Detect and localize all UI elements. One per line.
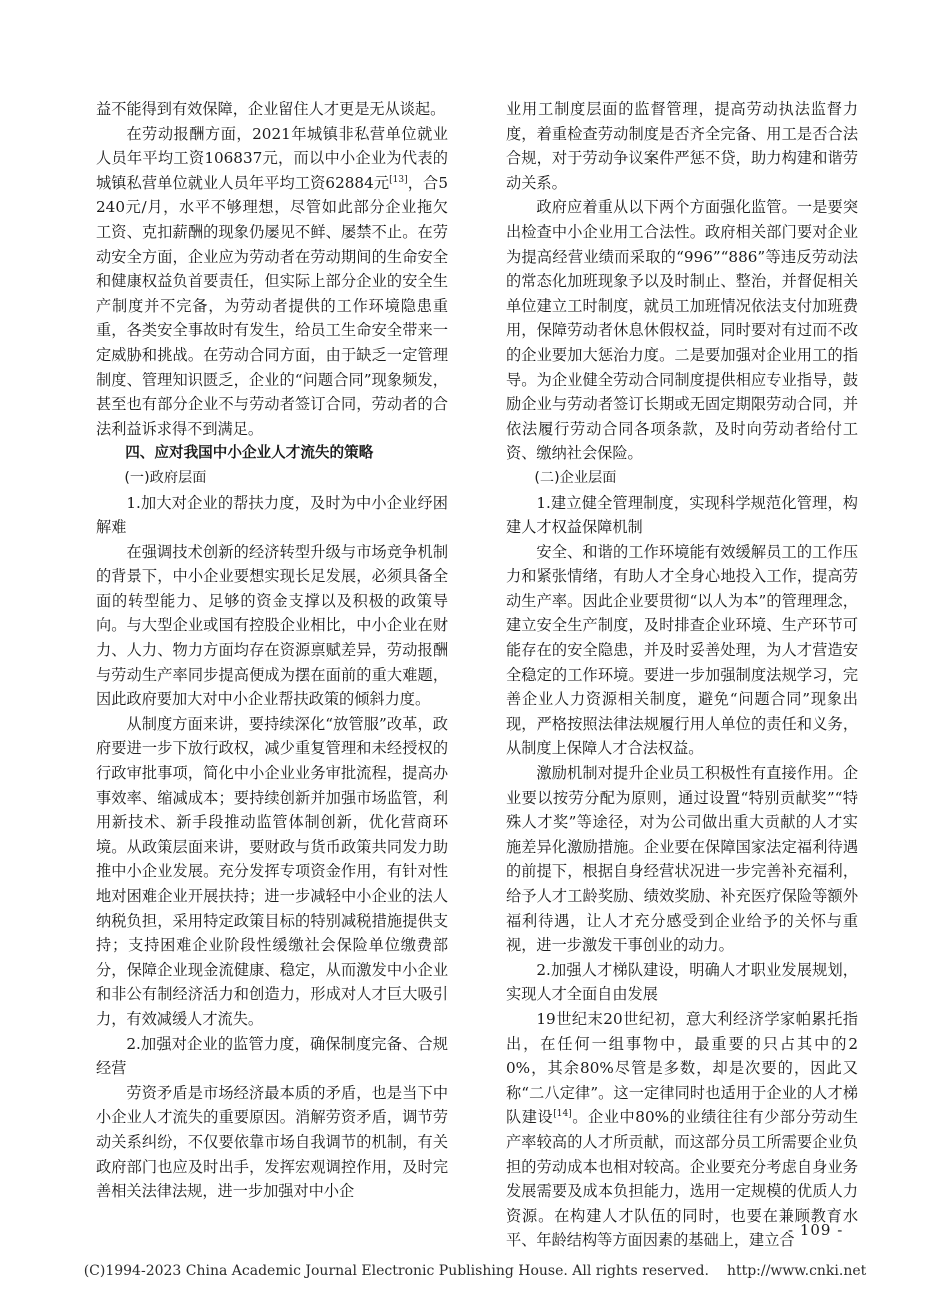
topic-heading-2: 2.加强对企业的监管力度，确保制度完备、合规经营 <box>96 1034 448 1078</box>
page-number: - 109 - <box>788 1221 844 1239</box>
right-column <box>506 97 858 1253</box>
paragraph: 业用工制度层面的监督管理，提高劳动执法监督力度，着重检查劳动制度是否齐全完备、用工是否合法合规，对于劳动争议案件严惩不贷，助力构建和谐劳动关系。 <box>506 100 858 192</box>
topic-heading-2: 2.加强人才梯队建设，明确人才职业发展规划，实现人才全面自由发展 <box>506 960 858 1004</box>
paragraph-text: 。企业中80%的业绩往往有少部分劳动生产率较高的人才所贡献，而这部分员工所需要企业负担的劳动成本也相对较高。企业要充分考虑自身业务发展需要及成本负担能力，选用一定规模的优质人力资源。在构建人才队伍的同时，也要在兼顾教育水平、年龄结构等方面因素的基础上，建立合 <box>506 1108 859 1250</box>
paragraph-text: 在劳动报酬方面，2021年城镇非私营单位就业人员年平均工资106837元，而以中小企业为代表的城镇私营单位就业人员年平均工资62884元 <box>96 124 448 192</box>
paragraph: 安全、和谐的工作环境能有效缓解员工的工作压力和紧张情绪，有助人才全身心地投入工作，提高劳动生产率。因此企业要贯彻“以人为本”的管理理念，建立安全生产制度，及时排查企业环境、生产环节可能存在的安全隐患，并及时妥善处理，为人才营造安全稳定的工作环境。要进一步加强制度法规学习，完善企业人力资源相关制度，避免“问题合同”现象出现，严格按照法律法规履行用人单位的责任和义务，从制度上保障人才合法权益。 <box>506 542 858 758</box>
subsection-heading-government: (一)政府层面 <box>124 469 207 486</box>
footer <box>0 1263 950 1279</box>
paragraph-text: ，合5240元/月，水平不够理想，尽管如此部分企业拖欠工资、克扣薪酬的现象仍屡见不鲜、屡禁不止。在劳动安全方面，企业应为劳动者在劳动期间的生命安全和健康权益负首要责任，但实际上部分企业的安全生产制度并不完备，为劳动者提供的工作环境隐患重重，各类安全事故时有发生，给员工生命安全带来一定威胁和挑战。在劳动合同方面，由于缺乏一定管理制度、管理知识匮乏，企业的“问题合同”现象频发，甚至也有部分企业不与劳动者签订合同，劳动者的合法利益诉求得不到满足。 <box>96 173 448 438</box>
paragraph-text: 19世纪末20世纪初，意大利经济学家帕累托指出，在任何一组事物中，最重要的只占其中的20%，其余80%尽管是多数，却是次要的，因此又称“二八定律”。这一定律同时也适用于企业的人才梯队建设 <box>506 1009 858 1127</box>
paragraph <box>506 1007 858 1253</box>
subsection-heading-enterprise: (二)企业层面 <box>534 469 617 486</box>
left-column <box>96 97 448 1204</box>
paragraph: 激励机制对提升企业员工积极性有直接作用。企业要以按劳分配为原则，通过设置“特别贡献奖”“特殊人才奖”等途径，对为公司做出重大贡献的人才实施差异化激励措施。企业要在保障国家法定福利待遇的前提下，根据自身经营状况进一步完善补充福利，给予人才工龄奖励、绩效奖励、补充医疗保险等额外福利待遇，让人才充分感受到企业给予的关怀与重视，进一步激发干事创业的动力。 <box>506 764 858 955</box>
section-heading-4: 四、应对我国中小企业人才流失的策略 <box>125 444 374 462</box>
paragraph: 政府应着重从以下两个方面强化监管。一是要突出检查中小企业用工合法性。政府相关部门要对企业为提高经营业绩而采取的“996”“886”等违反劳动法的常态化加班现象予以及时制止、整治，并督促相关单位建立工时制度，就员工加班情况依法支付加班费用，保障劳动者休息休假权益，同时要对有过而不改的企业要加大惩治力度。二是要加强对企业用工的指导。为企业健全劳动合同制度提供相应专业指导，鼓励企业与劳动者签订长期或无固定期限劳动合同，并依法履行劳动合同各项条款，及时向劳动者给付工资、缴纳社会保险。 <box>506 198 858 463</box>
footer-url[interactable]: http://www.cnki.net <box>726 1263 867 1279</box>
paragraph <box>96 122 448 442</box>
topic-heading-1: 1.建立健全管理制度，实现科学规范化管理，构建人才权益保障机制 <box>506 493 858 537</box>
paragraph: 在强调技术创新的经济转型升级与市场竞争机制的背景下，中小企业要想实现长足发展，必须具备全面的转型能力、足够的资金支撑以及积极的政策导向。与大型企业或国有控股企业相比，中小企业在财力、人力、物力方面均存在资源禀赋差异，劳动报酬与劳动生产率同步提高便成为摆在面前的重大难题，因此政府要加大对中小企业帮扶政策的倾斜力度。 <box>96 542 448 709</box>
citation-13[interactable]: [13] <box>389 174 408 185</box>
citation-14[interactable]: [14] <box>553 1109 572 1120</box>
topic-heading-1: 1.加大对企业的帮扶力度，及时为中小企业纾困解难 <box>96 493 448 537</box>
paragraph: 劳资矛盾是市场经济最本质的矛盾，也是当下中小企业人才流失的重要原因。消解劳资矛盾，调节劳动关系纠纷，不仅要依靠市场自我调节的机制，有关政府部门也应及时出手，发挥宏观调控作用，及时完善相关法律法规，进一步加强对中小企 <box>96 1083 448 1201</box>
paragraph: 从制度方面来讲，要持续深化“放管服”改革，政府要进一步下放行政权，减少重复管理和未经授权的行政审批事项，简化中小企业业务审批流程，提高办事效率、缩减成本；要持续创新并加强市场监管，利用新技术、新手段推动监管体制创新，优化营商环境。从政策层面来讲，要财政与货币政策共同发力助推中小企业发展。充分发挥专项资金作用，有针对性地对困难企业开展扶持；进一步减轻中小企业的法人纳税负担，采用特定政策目标的特别减税措施提供支持；支持困难企业阶段性缓缴社会保险单位缴费部分，保障企业现金流健康、稳定，从而激发中小企业和非公有制经济活力和创造力，形成对人才巨大吸引力，有效减缓人才流失。 <box>96 714 448 1028</box>
paragraph: 益不能得到有效保障，企业留住人才更是无从谈起。 <box>96 100 446 118</box>
copyright-notice: (C)1994-2023 China Academic Journal Electronic Publishing House. All rights reserved. <box>83 1263 709 1279</box>
